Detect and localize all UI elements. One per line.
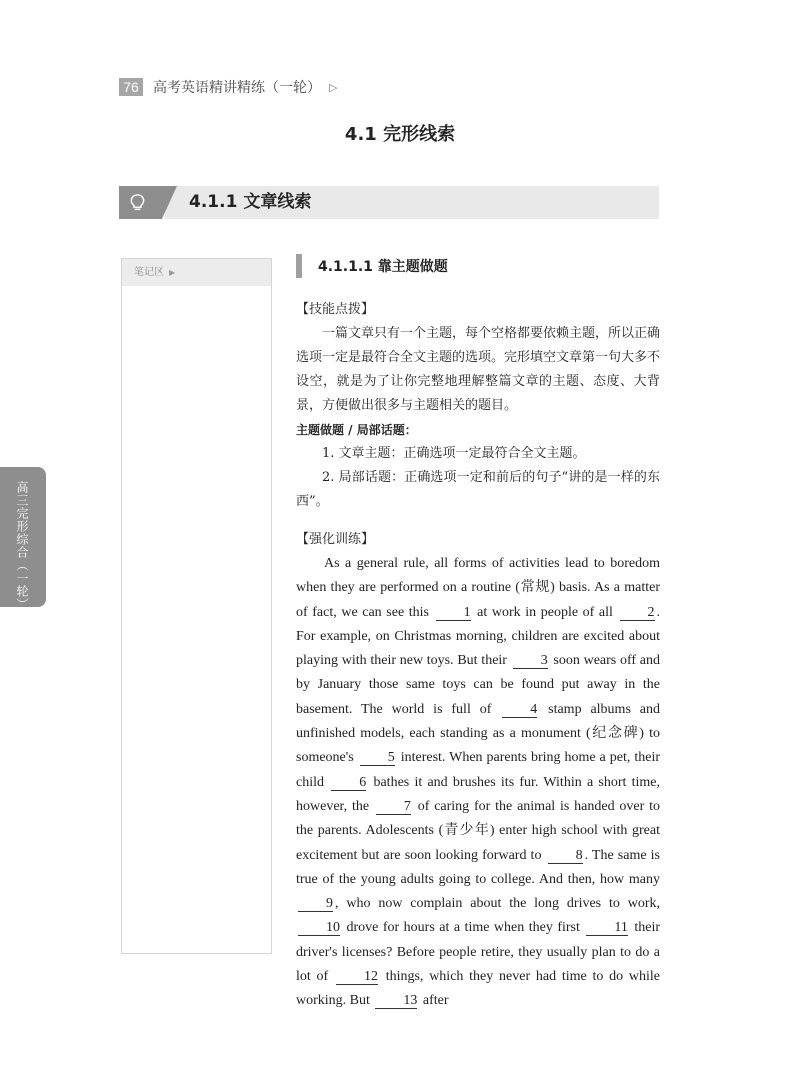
skills-paragraph: 一篇文章只有一个主题，每个空格都要依赖主题，所以正确选项一定是最符合全文主题的选项。完形填空文章第一句大多不设空，就是为了让你完整地理解整篇文章的主题、态度、大背景，方便做出很多与主题相关的题目。 — [296, 326, 661, 413]
page-number: 76 — [119, 78, 143, 96]
cloze-blank[interactable]: 4 — [502, 702, 537, 718]
notes-header — [122, 259, 271, 286]
cloze-blank[interactable]: 6 — [331, 775, 366, 791]
book-title: 高考英语精讲精练（一轮） — [153, 80, 321, 96]
passage-text: drove for hours at a time when they first — [342, 920, 585, 936]
subsection-title: 4.1.1.1 靠主题做题 — [318, 259, 448, 275]
cloze-blank[interactable]: 7 — [376, 799, 411, 815]
point-item: 1. 文章主题：正确选项一定最符合全文主题。 — [322, 446, 586, 461]
lightbulb-icon — [128, 193, 147, 212]
passage-text: at work in people of all — [472, 604, 618, 620]
cloze-passage — [296, 552, 660, 1014]
side-tab — [0, 467, 46, 611]
notes-area[interactable] — [121, 258, 272, 954]
cloze-blank[interactable]: 12 — [336, 969, 378, 985]
cloze-blank[interactable]: 8 — [548, 848, 583, 864]
bold-label: 主题做题 / 局部话题： — [296, 423, 417, 437]
cloze-blank[interactable]: 11 — [586, 920, 627, 936]
cloze-blank[interactable]: 3 — [513, 653, 548, 669]
subsection-banner — [119, 186, 659, 219]
passage-text: their driver's licenses? Before people retire, they usually plan to do a lot of — [296, 920, 661, 985]
subsection-heading — [296, 252, 660, 282]
passage-text: bathes it and brushes its fur. Within a short time, however, the — [296, 774, 660, 814]
running-header — [119, 76, 337, 98]
passage-text: . For example, on Christmas morning, children are excited about playing with their new toys. But their — [296, 604, 660, 669]
cloze-blank[interactable]: 13 — [375, 993, 417, 1009]
passage-text: after — [419, 993, 449, 1009]
cloze-blank[interactable]: 2 — [620, 605, 655, 621]
point-item: 2. 局部话题：正确选项一定和前后的句子“讲的是一样的东西”。 — [296, 470, 660, 509]
skills-tag: 【技能点拨】 — [296, 302, 375, 317]
practice-tag: 【强化训练】 — [296, 532, 375, 547]
cloze-blank[interactable]: 5 — [360, 750, 395, 766]
heading-bar — [296, 254, 302, 278]
passage-text: soon wears off and by January those same toys can be found put away in the basement. The world is full of — [296, 653, 660, 717]
passage-text: As a general rule, all forms of activities lead to boredom when they are performed on a routine (常规) basis. As a matter of fact, we can see this — [296, 556, 660, 620]
section-title: 4.1 完形线索 — [344, 124, 456, 145]
side-tab-label: 高三完形综合（一轮） — [15, 481, 29, 611]
passage-text: , who now complain about the long drives to work, — [335, 896, 660, 912]
passage-text: stamp albums and unfinished models, each standing as a monument (纪念碑) to someone's — [296, 701, 660, 766]
banner-title: 4.1.1 文章线索 — [189, 192, 312, 212]
passage-text: . The same is true of the young adults going to college. And then, how many — [296, 847, 660, 887]
cloze-blank[interactable]: 9 — [298, 896, 333, 912]
notes-arrow-icon: ▶ — [169, 268, 176, 277]
header-arrow-icon: ▷ — [329, 80, 338, 94]
passage-text: of caring for the animal is handed over to the parents. Adolescents (青少年) enter high school with great excitement but are soon looking forward to — [296, 798, 660, 863]
notes-label: 笔记区 — [134, 267, 164, 278]
cloze-blank[interactable]: 1 — [436, 605, 471, 621]
passage-text: interest. When parents bring home a pet, their child — [296, 750, 660, 790]
passage-text: things, which they never had time to do while working. But — [296, 969, 660, 1009]
main-content — [296, 252, 660, 1014]
cloze-blank[interactable]: 10 — [298, 920, 340, 936]
